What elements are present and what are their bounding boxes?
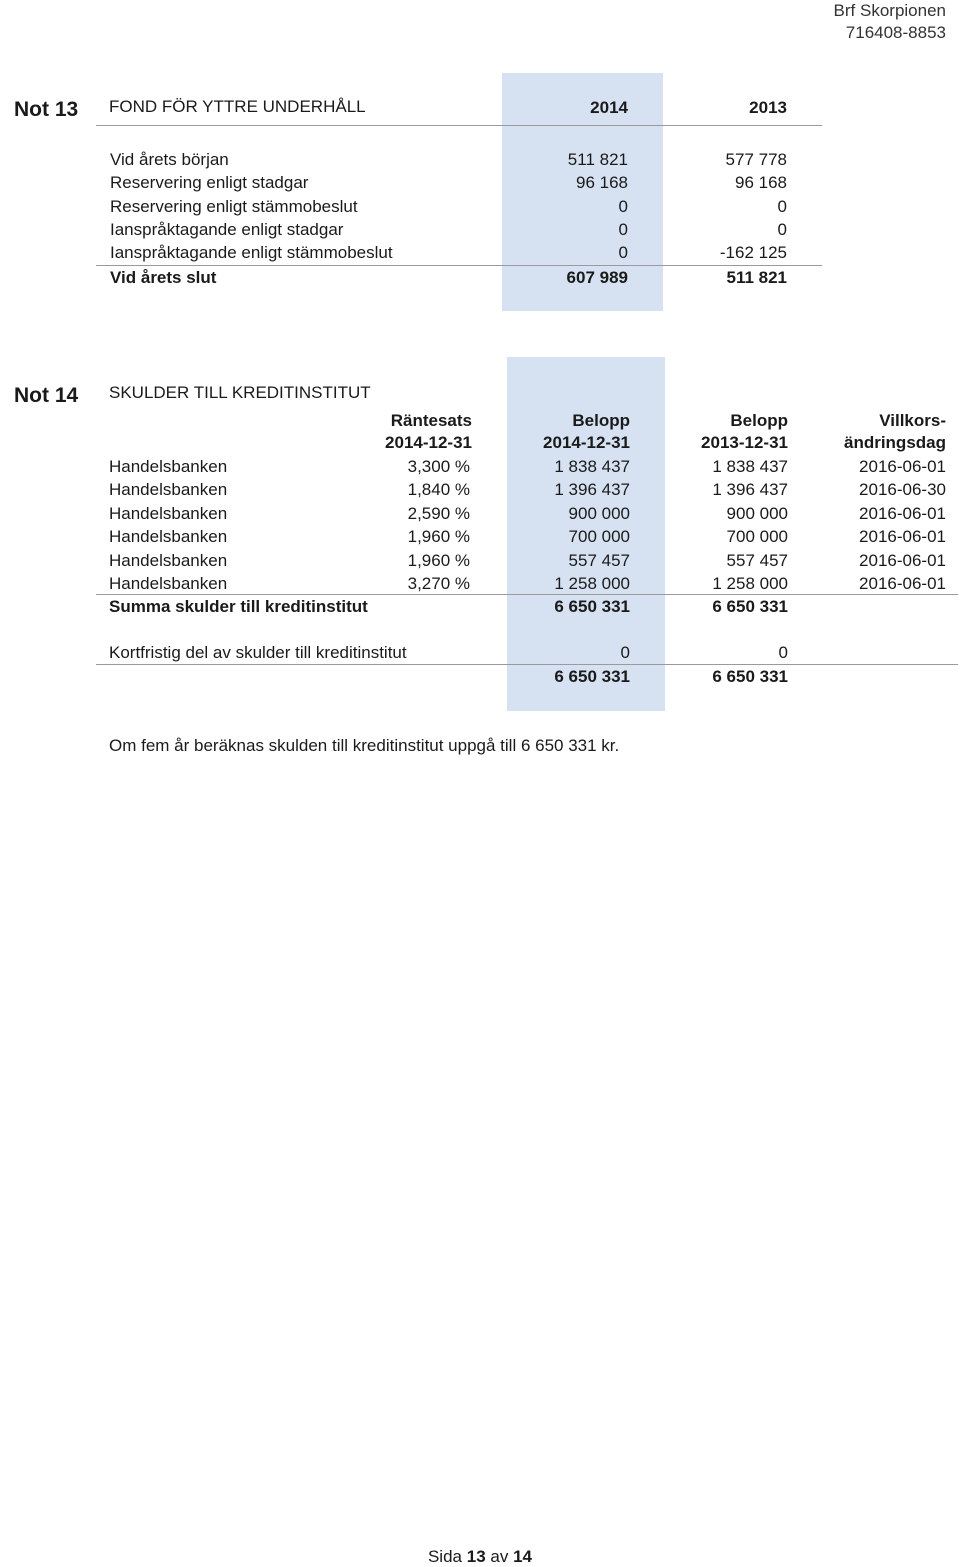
note-13-row-2013: -162 125: [719, 243, 787, 263]
short-term-2013: 0: [778, 643, 788, 662]
note-13-row-2013: 0: [777, 196, 787, 216]
note-13-row-label: Reservering enligt stadgar: [110, 173, 309, 193]
loan-rate: 1,960 %: [407, 527, 470, 547]
note-13-total-label: Vid årets slut: [110, 268, 217, 287]
note-13-row-2013: 577 778: [725, 150, 787, 169]
loan-bank: Handelsbanken: [109, 550, 228, 570]
footer-prefix: Sida: [427, 1547, 462, 1566]
note-13-row-2014: 96 168: [576, 173, 628, 193]
note-14-title: SKULDER TILL KREDITINSTITUT: [109, 383, 371, 402]
loan-amount-2013: 1 258 000: [712, 574, 788, 593]
note-13-row-label: Ianspråktagande enligt stadgar: [110, 219, 344, 239]
note-13-row-2014: 0: [618, 219, 628, 239]
loan-amount-2014: 1 258 000: [554, 574, 630, 593]
org-number: 716408-8853: [845, 23, 946, 42]
loan-change-date: 2016-06-01: [859, 457, 946, 476]
note-13-row-2013: 96 168: [735, 173, 787, 193]
footer-middle: av: [490, 1547, 509, 1566]
long-term-2014: 6 650 331: [554, 667, 630, 686]
loan-rate: 3,270 %: [407, 574, 470, 593]
footer-page-number: 13: [466, 1547, 486, 1566]
note-13-header-rule: [96, 125, 822, 126]
loan-rate: 1,960 %: [407, 550, 470, 570]
note-13-title: FOND FÖR YTTRE UNDERHÅLL: [109, 97, 366, 116]
header-change-date-line1: Villkors-: [879, 411, 946, 430]
note-13-row-label: Ianspråktagande enligt stämmobeslut: [110, 243, 393, 263]
loan-amount-2014: 1 396 437: [554, 480, 630, 500]
loan-change-date: 2016-06-01: [859, 527, 946, 547]
loan-amount-2013: 557 457: [726, 550, 788, 570]
note-14-sum-rule: [96, 594, 958, 595]
note-13-row-2014: 0: [618, 196, 628, 216]
loan-change-date: 2016-06-01: [859, 574, 946, 593]
loan-amount-2013: 1 838 437: [712, 457, 788, 476]
note-13-row-2013: 0: [777, 219, 787, 239]
loan-bank: Handelsbanken: [109, 574, 228, 593]
note-14-sum-label: Summa skulder till kreditinstitut: [109, 597, 368, 616]
note-13-total-2014: 607 989: [566, 268, 628, 287]
loan-amount-2013: 900 000: [726, 503, 788, 523]
loan-amount-2013: 1 396 437: [712, 480, 788, 500]
note-13-col-2014: 2014: [590, 98, 628, 117]
footer-page-total: 14: [513, 1547, 533, 1566]
long-term-2013: 6 650 331: [712, 667, 788, 686]
note-13-row-label: Reservering enligt stämmobeslut: [110, 196, 358, 216]
header-change-date-line2: ändringsdag: [843, 433, 946, 452]
note-13-row-label: Vid årets början: [110, 150, 229, 169]
loan-amount-2014: 700 000: [568, 527, 630, 547]
note-13-col-2013: 2013: [749, 98, 787, 117]
short-term-label: Kortfristig del av skulder till kreditinstitut: [109, 643, 407, 662]
loan-bank: Handelsbanken: [109, 503, 228, 523]
header-amount-2014-line1: Belopp: [572, 411, 630, 430]
note-13-total-2013: 511 821: [726, 268, 787, 287]
page-footer: [0, 1547, 960, 1567]
loan-amount-2014: 900 000: [568, 503, 630, 523]
header-rate-line1: Räntesats: [390, 411, 472, 430]
note-13-label: Not 13: [14, 98, 79, 121]
note-14-sum-2014: 6 650 331: [554, 597, 630, 616]
loan-rate: 1,840 %: [407, 480, 470, 500]
header-amount-2014-line2: 2014-12-31: [543, 433, 630, 452]
note-13-total-rule: [96, 265, 822, 266]
loan-change-date: 2016-06-30: [859, 480, 946, 500]
note-13-row-2014: 511 821: [567, 150, 628, 169]
loan-amount-2014: 557 457: [568, 550, 630, 570]
note-13-row-2014: 0: [618, 243, 628, 263]
loan-amount-2013: 700 000: [726, 527, 788, 547]
header-amount-2013-line1: Belopp: [730, 411, 788, 430]
loan-rate: 2,590 %: [407, 503, 470, 523]
header-rate-line2: 2014-12-31: [385, 433, 472, 452]
loan-rate: 3,300 %: [407, 457, 470, 476]
loan-change-date: 2016-06-01: [859, 550, 946, 570]
org-name: Brf Skorpionen: [833, 1, 946, 20]
short-term-rule: [96, 664, 958, 665]
loan-amount-2014: 1 838 437: [554, 457, 630, 476]
short-term-2014: 0: [620, 643, 630, 662]
loan-bank: Handelsbanken: [109, 457, 228, 476]
note-14-footnote: Om fem år beräknas skulden till kreditinstitut uppgå till 6 650 331 kr.: [109, 736, 620, 755]
note-14-sum-2013: 6 650 331: [712, 597, 788, 616]
note-14-label: Not 14: [14, 384, 79, 407]
loan-bank: Handelsbanken: [109, 480, 228, 500]
header-amount-2013-line2: 2013-12-31: [701, 433, 788, 452]
loan-bank: Handelsbanken: [109, 527, 228, 547]
loan-change-date: 2016-06-01: [859, 503, 946, 523]
